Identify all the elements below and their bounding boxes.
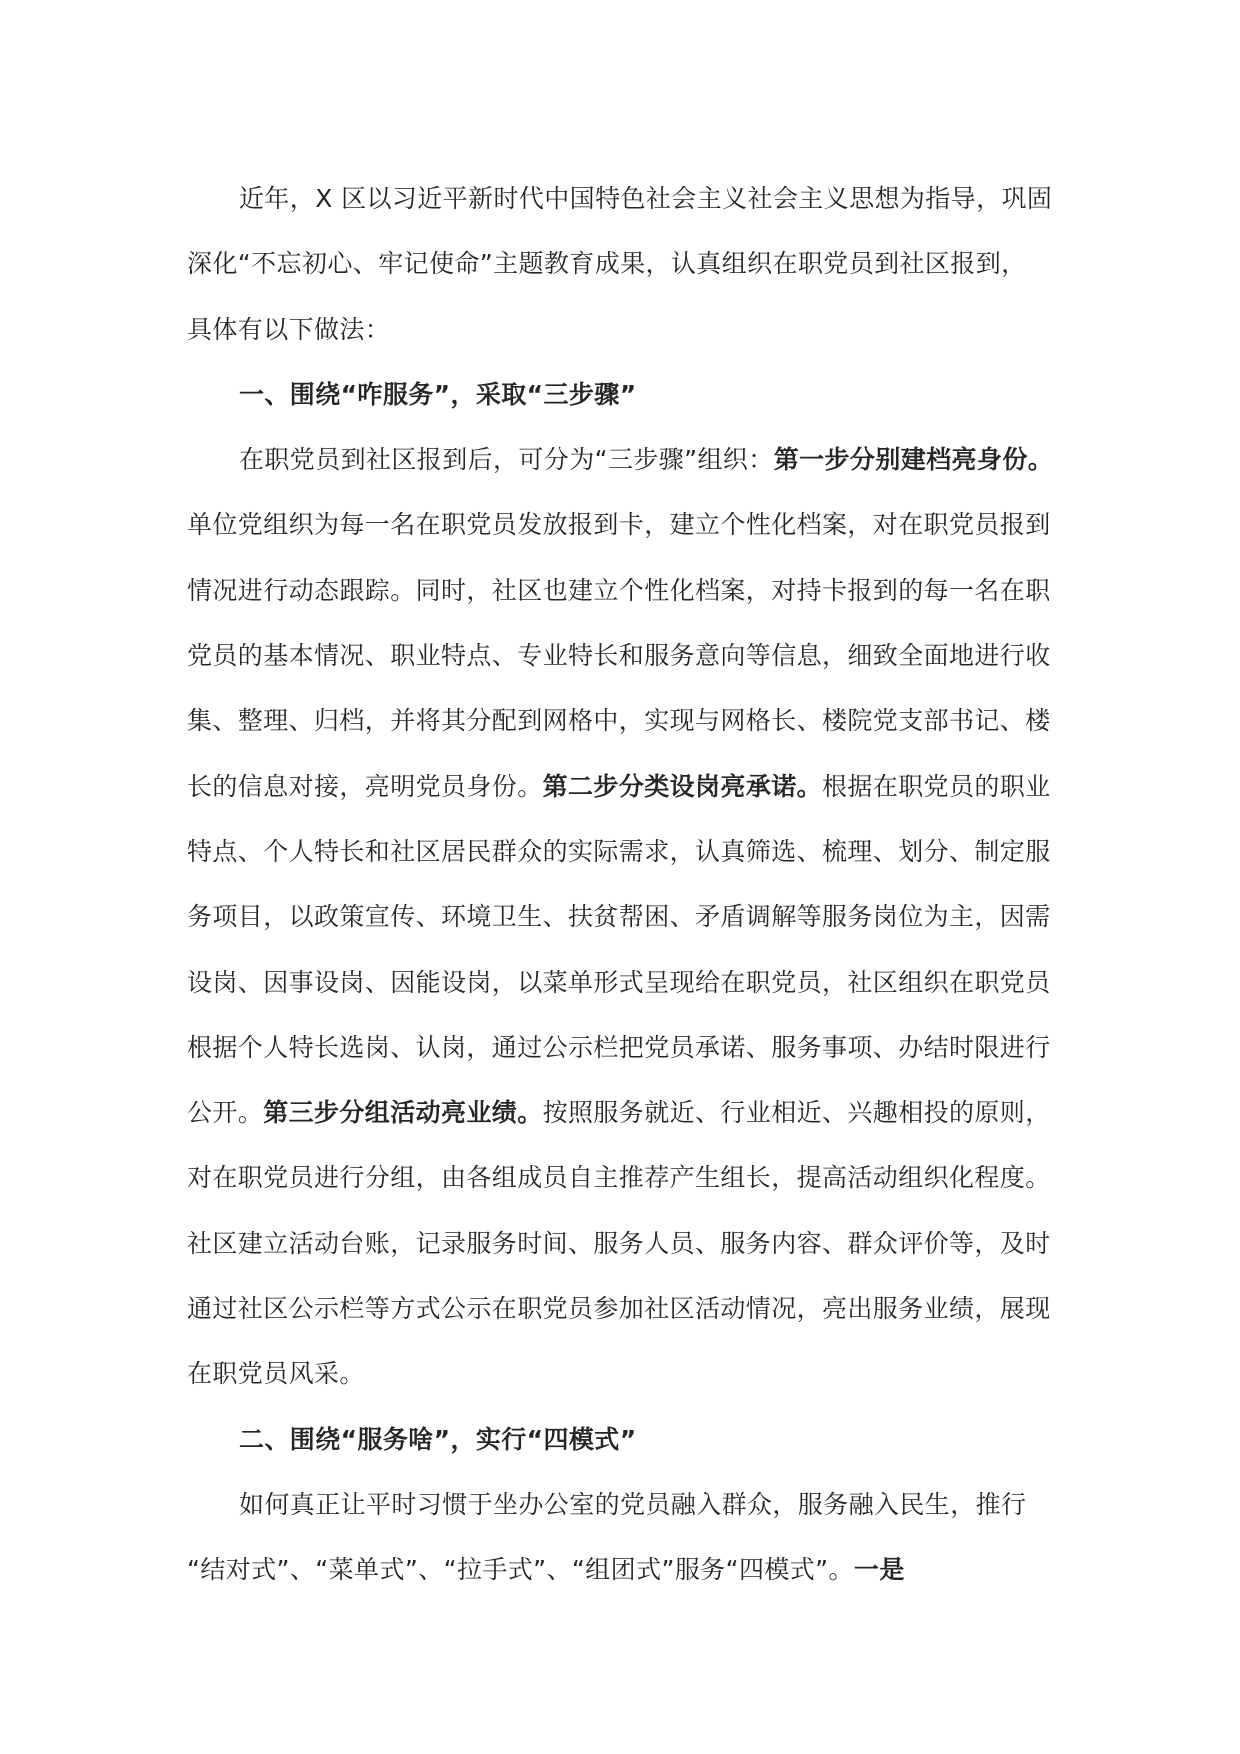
section-heading-1: 一、围绕“咋服务”，采取“三步骤” <box>239 379 637 409</box>
section1-paragraph-line: 设岗、因事设岗、因能设岗，以菜单形式呈现给在职党员，社区组织在职党员 <box>187 967 1051 997</box>
section-heading-2: 二、围绕“服务啥”，实行“四模式” <box>239 1424 637 1454</box>
intro-paragraph-line: 近年，X 区以习近平新时代中国特色社会主义社会主义思想为指导，巩固 <box>239 184 1053 213</box>
step-three-bold-text: 第三步分组活动亮业绩。 <box>263 1098 543 1128</box>
section1-paragraph-line: 单位党组织为每一名在职党员发放报到卡，建立个性化档案，对在职党员报到 <box>187 510 1051 540</box>
section2-paragraph-line: 如何真正让平时习惯于坐办公室的党员融入群众，服务融入民生，推行 <box>239 1489 1027 1519</box>
section1-paragraph-line: 通过社区公示栏等方式公示在职党员参加社区活动情况，亮出服务业绩，展现 <box>187 1294 1051 1324</box>
section1-paragraph-line: 对在职党员进行分组，由各组成员自主推荐产生组长，提高活动组织化程度。 <box>187 1163 1051 1193</box>
section1-paragraph-line: 根据个人特长选岗、认岗，通过公示栏把党员承诺、服务事项、办结时限进行 <box>187 1032 1051 1062</box>
section1-paragraph-line: 在职党员风采。 <box>187 1359 365 1389</box>
body-text: 按照服务就近、行业相近、兴趣相投的原则， <box>542 1098 1051 1128</box>
step-one-bold-text: 第一步分别建档亮身份。 <box>773 445 1054 475</box>
point-one-bold-text: 一是 <box>853 1555 905 1585</box>
section1-paragraph-line <box>187 1080 1067 1145</box>
section1-paragraph-line: 特点、个人特长和社区居民群众的实际需求，认真筛选、梳理、划分、制定服 <box>187 836 1051 866</box>
intro-paragraph-line: 具体有以下做法： <box>187 314 391 344</box>
section1-paragraph-line <box>187 754 1067 819</box>
section1-paragraph-line <box>187 427 1067 492</box>
document-body <box>187 166 1067 1603</box>
section1-paragraph-line: 情况进行动态跟踪。同时，社区也建立个性化档案，对持卡报到的每一名在职 <box>187 575 1051 605</box>
section2-paragraph-line <box>187 1537 1067 1602</box>
intro-paragraph-line: 深化“不忘初心、牢记使命”主题教育成果，认真组织在职党员到社区报到， <box>187 249 1027 279</box>
section1-paragraph-line: 社区建立活动台账，记录服务时间、服务人员、服务内容、群众评价等，及时 <box>187 1228 1051 1258</box>
section1-paragraph-line: 党员的基本情况、职业特点、专业特长和服务意向等信息，细致全面地进行收 <box>187 641 1051 671</box>
section1-paragraph-line: 务项目，以政策宣传、环境卫生、扶贫帮困、矛盾调解等服务岗位为主，因需 <box>187 902 1051 932</box>
body-text: 长的信息对接，亮明党员身份。 <box>187 771 543 801</box>
body-text: 在职党员到社区报到后，可分为“三步骤”组织： <box>239 445 774 475</box>
step-two-bold-text: 第二步分类设岗亮承诺。 <box>542 771 823 801</box>
body-text: “结对式”、“菜单式”、“拉手式”、“组团式”服务“四模式”。 <box>187 1555 854 1585</box>
section1-paragraph-line: 集、整理、归档，并将其分配到网格中，实现与网格长、楼院党支部书记、楼 <box>187 706 1051 736</box>
body-text: 公开。 <box>187 1098 264 1128</box>
body-text: 根据在职党员的职业 <box>822 771 1051 801</box>
